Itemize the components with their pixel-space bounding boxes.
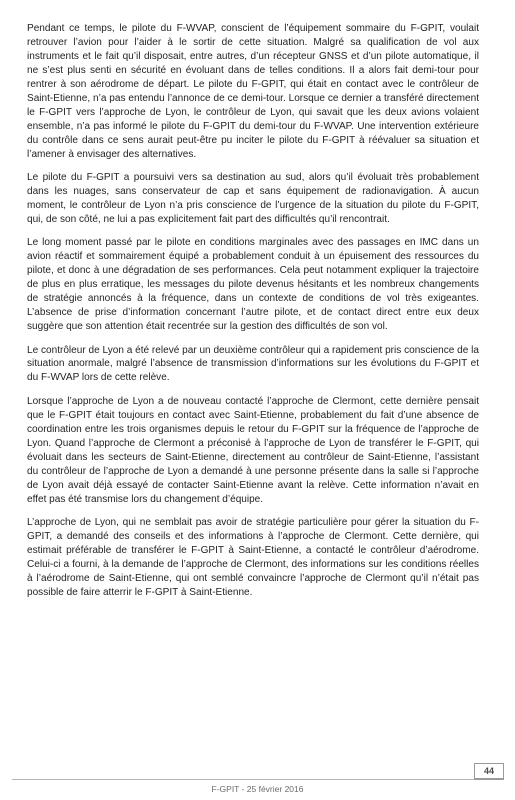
paragraph-4: Le contrôleur de Lyon a été relevé par un deuxième contrôleur qui a rapidement pris conscience de la situation anormale, malgré l’absence de transmission d’informations sur les évolutions du F-GPIT et du F-WVAP lors de cette relève. <box>27 344 479 384</box>
footer-document-reference: F-GPIT - 25 février 2016 <box>211 784 304 794</box>
page-number: 44 <box>474 763 504 779</box>
page-body <box>27 22 479 609</box>
footer-divider-end <box>474 779 504 780</box>
paragraph-5: Lorsque l’approche de Lyon a de nouveau contacté l’approche de Clermont, cette dernière pensait que le F-GPIT était toujours en contact avec Saint-Etienne, probablement du fait d’une absence de coordination entre les trois organismes depuis le retour du F-GPIT sur la fréquence de l’approche de Lyon. Quand l’approche de Clermont a préconisé à l’approche de Lyon de transférer le F-GPIT, qui évoluait dans les secteurs de Saint-Etienne, directement au contrôleur de Saint-Etienne, l’assistant du contrôleur de l’approche de Lyon a demandé à une personne présente dans la salle si l’approche de Lyon avait déjà essayé de contacter Saint-Etienne avant la relève. Cette information n’avait en effet pas été transmise lors du changement d’équipe. <box>27 395 479 505</box>
paragraph-1: Pendant ce temps, le pilote du F-WVAP, conscient de l’équipement sommaire du F-GPIT, voulait retrouver l’avion pour l’aider à le sortir de cette situation. Malgré sa qualification de vol aux instruments et le fait qu’il disposait, entre autres, d’un récepteur GNSS et d’un pilote automatique, il ne s’est plus senti en sécurité en évoluant dans de telles conditions. Il a alors fait demi-tour pour rentrer à son aérodrome de départ. Le pilote du F-GPIT, qui était en contact avec le contrôleur de Saint-Etienne, n’a pas entendu l’annonce de ce demi-tour. Lorsque ce dernier a transféré directement le F-GPIT vers l’approche de Lyon, le contrôleur de Lyon, qui savait que les deux avions volaient ensemble, n’a pas informé le pilote du F-GPIT du demi-tour du F-WVAP. Une intervention extérieure du contrôle dans ce sens aurait peut-être pu inciter le pilote du F-GPIT à réévaluer sa situation et l’amener à envisager des alternatives. <box>27 23 479 160</box>
paragraph-2: Le pilote du F-GPIT a poursuivi vers sa destination au sud, alors qu’il évoluait très probablement dans les nuages, sans conservateur de cap et sans équipement de radionavigation. À aucun moment, le contrôleur de Lyon n’a pris conscience de l’urgence de la situation du pilote du F-GPIT, qui, de son côté, ne lui a pas explicitement fait part des difficultés qu’il rencontrait. <box>27 172 479 225</box>
paragraph-3: Le long moment passé par le pilote en conditions marginales avec des passages en IMC dans un avion réactif et sommairement équipé a probablement conduit à un épuisement des ressources du pilote, et donc à une dégradation de ses performances. Cela peut notamment expliquer la trajectoire de plus en plus erratique, les messages du pilote devenus hésitants et les nombreux changements de stratégie annoncés à la fréquence, dans un contexte de conditions de vol très exigeantes. L’absence de prise d’information concernant l’autre pilote, et de contact direct entre eux deux suggère que son attention était recentrée sur la gestion des difficultés de son vol. <box>27 237 479 333</box>
paragraph-6: L’approche de Lyon, qui ne semblait pas avoir de stratégie particulière pour gérer la situation du F-GPIT, a demandé des conseils et des informations à l’approche de Clermont. Cette dernière, qui estimait préférable de transférer le F-GPIT à Saint-Etienne, a contacté le contrôleur d’aérodrome. Celui-ci a fourni, à la demande de l’approche de Clermont, des informations sur les conditions réelles à l’aérodrome de Saint-Etienne, qui ont semblé convaincre l’approche de Clermont qu’il n’était pas possible de faire atterrir le F-GPIT à Saint-Etienne. <box>27 517 479 598</box>
footer-divider <box>12 779 474 780</box>
